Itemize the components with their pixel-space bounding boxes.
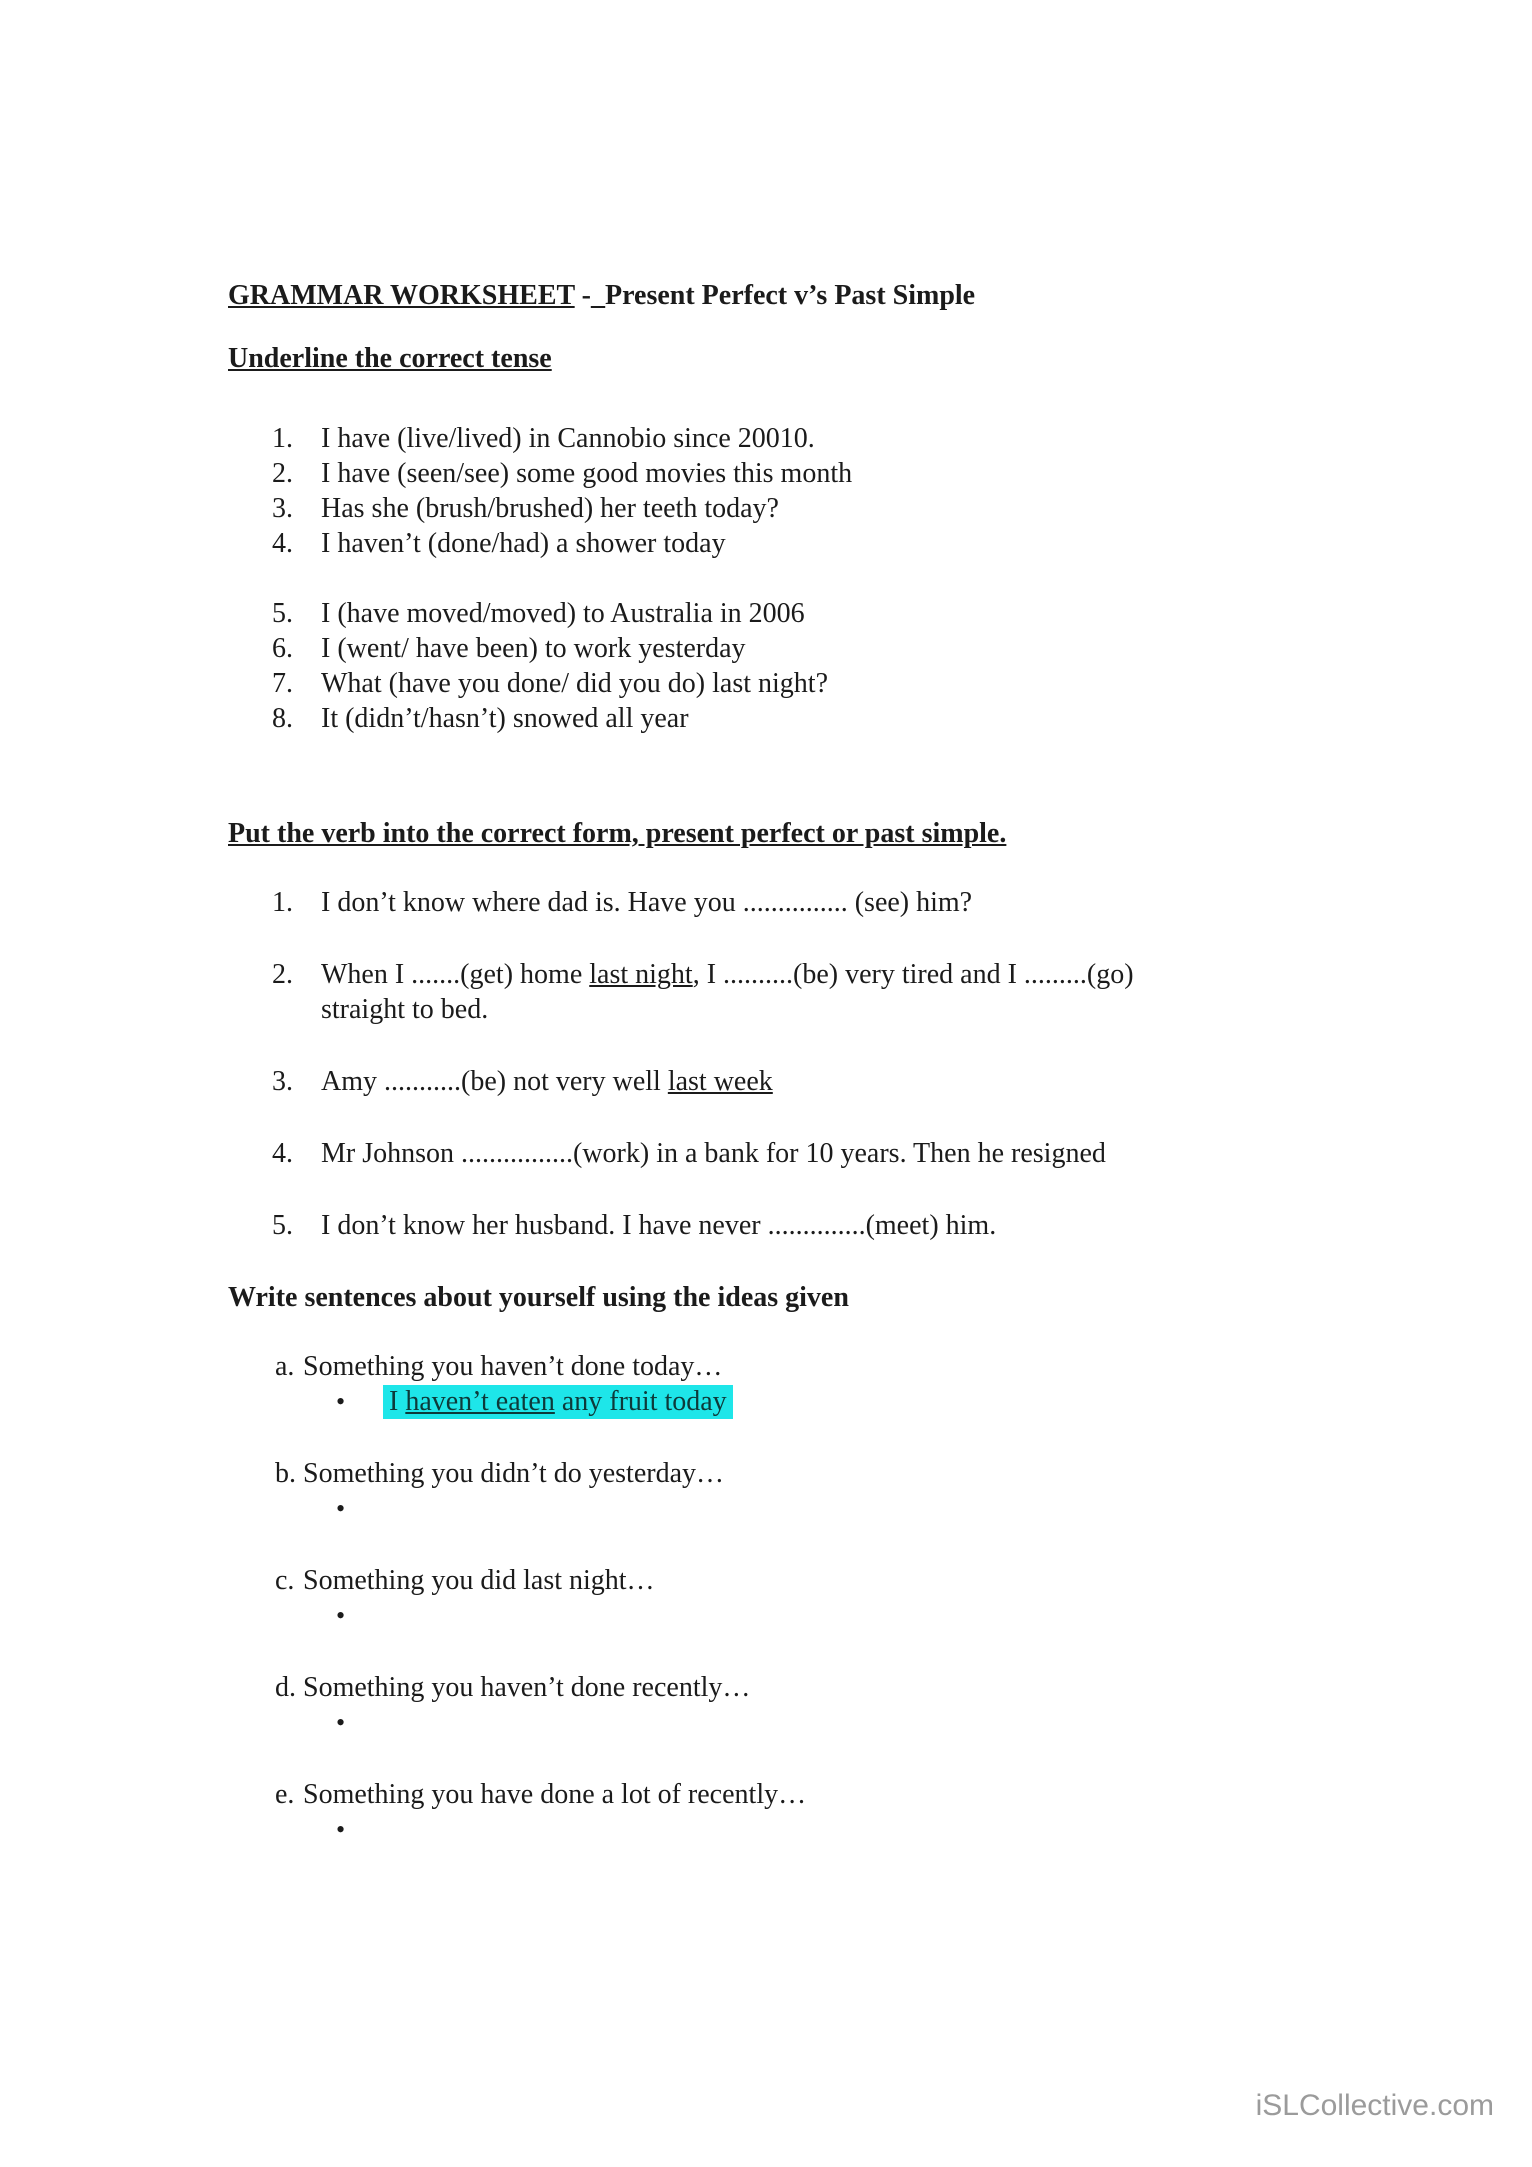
answer-blank <box>383 1598 1382 1633</box>
section1-heading: Underline the correct tense <box>228 343 552 374</box>
list-item <box>272 421 1382 456</box>
list-item <box>272 666 1382 701</box>
item-text: Mr Johnson ................(work) in a bank for 10 years. Then he resigned <box>321 1138 1106 1169</box>
item-number: 4. <box>272 1138 293 1169</box>
item-text: Has she (brush/brushed) her teeth today? <box>321 493 779 524</box>
section2-heading: Put the verb into the correct form, present perfect or past simple. <box>228 818 1007 849</box>
item-number: 2. <box>272 959 293 990</box>
item-text: I have (live/lived) in Cannobio since 20010. <box>321 423 815 454</box>
item-number: 6. <box>272 633 293 664</box>
item-text: Something you did last night… <box>303 1565 655 1596</box>
example-text <box>383 1384 1382 1419</box>
item-text: What (have you done/ did you do) last night? <box>321 668 828 699</box>
prompt-block <box>228 1349 1382 1419</box>
item-text: It (didn’t/hasn’t) snowed all year <box>321 703 689 734</box>
section2-list <box>228 885 1382 1243</box>
item-text: Something you have done a lot of recently… <box>303 1779 807 1810</box>
item-text: I (went/ have been) to work yesterday <box>321 633 746 664</box>
item-text: I (have moved/moved) to Australia in 2006 <box>321 598 805 629</box>
section3-list <box>228 1349 1382 1847</box>
prompt-block <box>228 1456 1382 1526</box>
prompt-block <box>228 1777 1382 1847</box>
item-text: I have (seen/see) some good movies this month <box>321 458 853 489</box>
item-text: I don’t know her husband. I have never ..............(meet) him. <box>321 1210 997 1241</box>
answer-blank <box>383 1812 1382 1847</box>
item-text <box>321 1064 1382 1099</box>
list-item <box>272 526 1382 561</box>
item-text-pre: When I .......(get) home <box>321 959 590 990</box>
item-letter: e. <box>275 1779 295 1810</box>
prompt-item <box>275 1670 1382 1705</box>
list-item <box>272 1208 1382 1243</box>
item-number: 5. <box>272 598 293 629</box>
example-pre: I <box>389 1386 406 1417</box>
item-text <box>321 957 1382 1027</box>
item-letter: b. <box>275 1458 296 1489</box>
item-letter: d. <box>275 1672 296 1703</box>
document-content <box>228 278 1382 1884</box>
item-number: 3. <box>272 1066 293 1097</box>
list-item <box>272 631 1382 666</box>
item-number: 7. <box>272 668 293 699</box>
example-highlight <box>383 1385 733 1419</box>
item-text-underlined: last night <box>589 959 693 990</box>
list-item <box>272 701 1382 736</box>
prompt-item <box>275 1563 1382 1598</box>
list-item <box>272 491 1382 526</box>
item-text: Something you haven’t done recently… <box>303 1672 751 1703</box>
list-item <box>272 957 1382 1027</box>
list-item <box>272 1136 1382 1171</box>
answer-blank <box>383 1705 1382 1740</box>
answer-row <box>336 1812 1382 1847</box>
section1-group2 <box>228 596 1382 736</box>
item-text: I haven’t (done/had) a shower today <box>321 528 726 559</box>
item-text-post: , I ..........(be) very tired and I .........(go) <box>692 959 1134 990</box>
doc-title-rest: -_Present Perfect v’s Past Simple <box>574 280 976 311</box>
item-number: 8. <box>272 703 293 734</box>
section1-group1 <box>228 421 1382 561</box>
prompt-item <box>275 1456 1382 1491</box>
example-underlined: haven’t eaten <box>405 1386 555 1417</box>
bullet-icon: • <box>336 1708 346 1737</box>
item-text: I don’t know where dad is. Have you ............... (see) him? <box>321 887 973 918</box>
item-letter: c. <box>275 1565 295 1596</box>
watermark: iSLCollective.com <box>1255 2089 1494 2122</box>
item-number: 1. <box>272 423 293 454</box>
list-item <box>272 456 1382 491</box>
prompt-block <box>228 1670 1382 1740</box>
item-number: 5. <box>272 1210 293 1241</box>
bullet-icon: • <box>336 1494 346 1523</box>
answer-row <box>336 1598 1382 1633</box>
bullet-icon: • <box>336 1387 346 1416</box>
item-number: 3. <box>272 493 293 524</box>
item-number: 2. <box>272 458 293 489</box>
item-letter: a. <box>275 1351 295 1382</box>
prompt-block <box>228 1563 1382 1633</box>
section3-heading: Write sentences about yourself using the ideas given <box>228 1282 849 1313</box>
item-text: Something you haven’t done today… <box>303 1351 723 1382</box>
answer-row <box>336 1491 1382 1526</box>
answer-blank <box>383 1491 1382 1526</box>
item-text: Something you didn’t do yesterday… <box>303 1458 724 1489</box>
item-text-pre: Amy ...........(be) not very well <box>321 1066 668 1097</box>
list-item <box>272 1064 1382 1099</box>
item-number: 1. <box>272 887 293 918</box>
example-post: any fruit today <box>554 1386 727 1417</box>
doc-title-main: GRAMMAR WORKSHEET <box>228 280 575 311</box>
bullet-icon: • <box>336 1815 346 1844</box>
doc-title <box>228 278 1382 313</box>
prompt-item <box>275 1777 1382 1812</box>
bullet-icon: • <box>336 1601 346 1630</box>
prompt-item <box>275 1349 1382 1384</box>
item-text-underlined: last week <box>667 1066 773 1097</box>
item-text-line2: straight to bed. <box>321 994 489 1025</box>
answer-row <box>336 1705 1382 1740</box>
list-item <box>272 596 1382 631</box>
list-item <box>272 885 1382 920</box>
item-number: 4. <box>272 528 293 559</box>
example-row <box>336 1384 1382 1419</box>
